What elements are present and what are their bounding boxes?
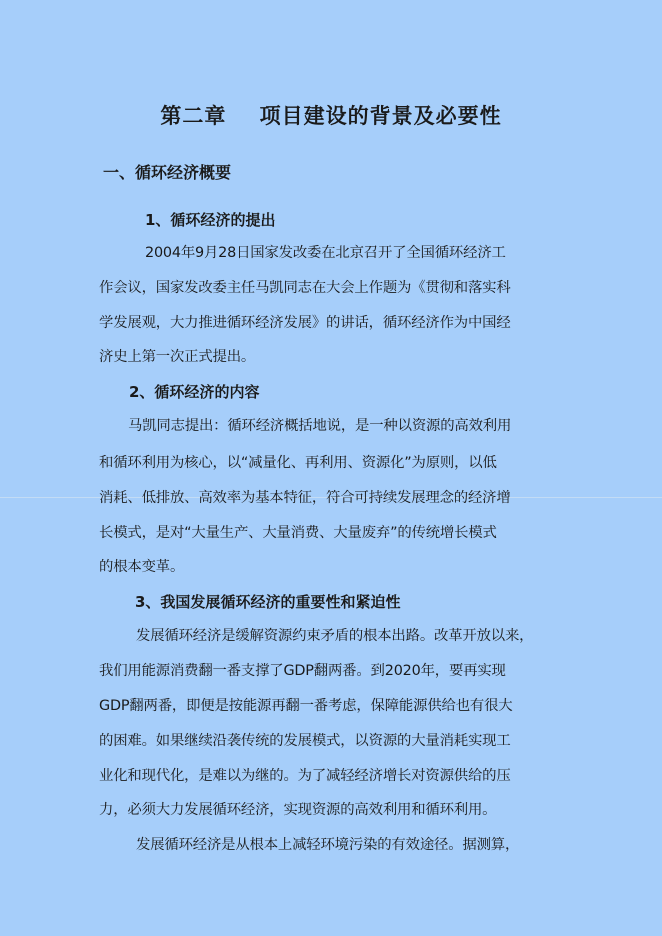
subsection-heading-2: 2、循环经济的内容 xyxy=(129,383,260,401)
paragraph-line: 发展循环经济是从根本上减轻环境污染的有效途径。据测算， xyxy=(136,837,520,853)
paragraph-line: 和循环利用为核心，以“减量化、再利用、资源化”为原则，以低 xyxy=(99,455,497,471)
paragraph-line: 发展循环经济是缓解资源约束矛盾的根本出路。改革开放以来， xyxy=(136,628,534,644)
paragraph-line: 济史上第一次正式提出。 xyxy=(99,349,256,365)
paragraph-line: 的困难。如果继续沿袭传统的发展模式，以资源的大量消耗实现工 xyxy=(99,733,511,749)
section-heading: 一、循环经济概要 xyxy=(103,163,232,182)
paragraph-line: 马凯同志提出：循环经济概括地说，是一种以资源的高效利用 xyxy=(128,418,512,434)
paragraph-line: 的根本变革。 xyxy=(99,559,185,575)
paragraph-line: 学发展观，大力推进循环经济发展》的讲话，循环经济作为中国经 xyxy=(99,315,511,331)
paragraph-line: 业化和现代化，是难以为继的。为了减轻经济增长对资源供给的压 xyxy=(99,768,511,784)
paragraph-line: 长模式，是对“大量生产、大量消费、大量废弃”的传统增长模式 xyxy=(99,525,497,541)
chapter-title: 第二章 项目建设的背景及必要性 xyxy=(160,104,502,128)
subsection-heading-1: 1、循环经济的提出 xyxy=(145,211,276,229)
paragraph-line: 我们用能源消费翻一番支撑了GDP翻两番。到2020年，要再实现 xyxy=(99,663,506,679)
paragraph-line: 作会议，国家发改委主任马凯同志在大会上作题为《贯彻和落实科 xyxy=(99,280,511,296)
paragraph-line: 力，必须大力发展循环经济，实现资源的高效利用和循环利用。 xyxy=(99,802,497,818)
subsection-heading-3: 3、我国发展循环经济的重要性和紧迫性 xyxy=(135,593,401,611)
paragraph-line: 2004年9月28日国家发改委在北京召开了全国循环经济工 xyxy=(145,245,506,261)
paragraph-line: GDP翻两番，即便是按能源再翻一番考虑，保障能源供给也有很大 xyxy=(99,698,513,714)
paragraph-line: 消耗、低排放、高效率为基本特征，符合可持续发展理念的经济增 xyxy=(99,490,511,506)
